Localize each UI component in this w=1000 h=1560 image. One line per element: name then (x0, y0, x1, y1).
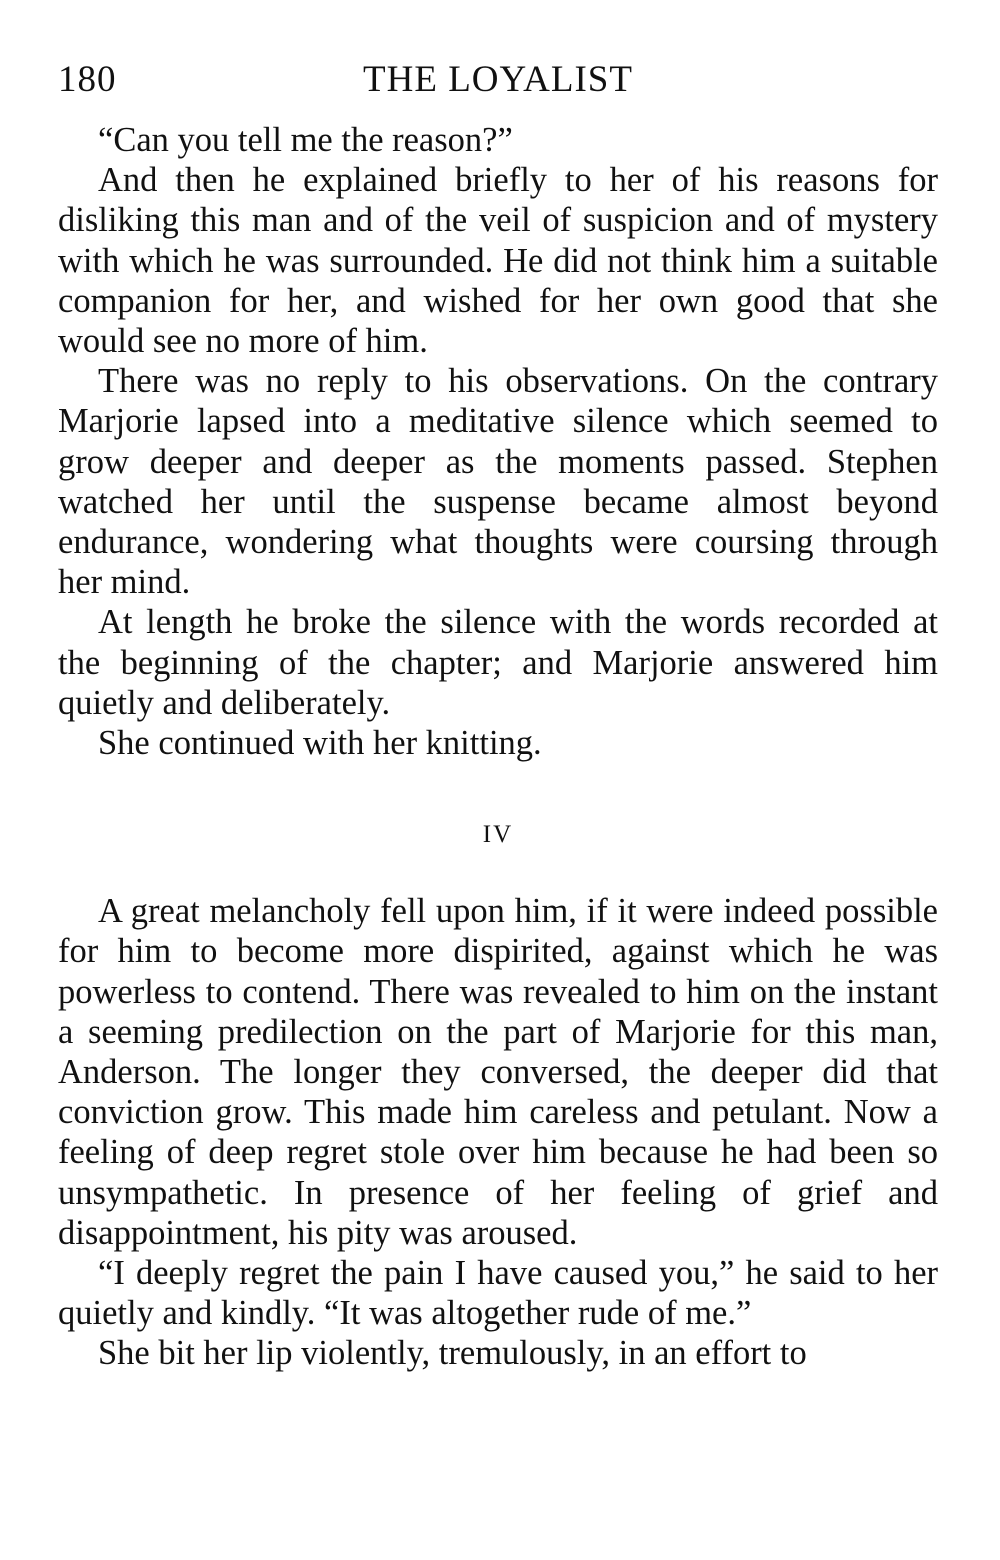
paragraph: And then he explained briefly to her of his reasons for disliking this man and of the veil of suspicion and of mystery with which he was surrounded. He did not think him a suitable companion for her, and wished for her own good that she would see no more of him. (58, 161, 938, 361)
paragraph: She continued with her knitting. (98, 724, 542, 763)
body-text (58, 120, 938, 1374)
book-title: THE LOYALIST (363, 59, 633, 100)
book-page (58, 52, 938, 1374)
paragraph: There was no reply to his observations. On the contrary Marjorie lapsed into a meditative silence which seemed to grow deeper and deeper as the moments passed. Stephen watched her until the suspense became almost beyond endurance, wondering what thoughts were coursing through her mind. (58, 362, 938, 602)
paragraph: At length he broke the silence with the words recorded at the beginning of the chapter; and Marjorie answered him quietly and deliberately. (58, 603, 938, 722)
section-marker: IV (482, 821, 514, 849)
paragraph: “Can you tell me the reason?” (98, 121, 513, 159)
page-number: 180 (58, 59, 117, 100)
paragraph: “I deeply regret the pain I have caused you,” he said to her quietly and kindly. “It was altogether rude of me.” (58, 1254, 938, 1333)
paragraph: She bit her lip violently, tremulously, in an effort to (98, 1334, 807, 1373)
paragraph: A great melancholy fell upon him, if it were indeed possible for him to become more dispirited, against which he was powerless to contend. There was revealed to him on the instant a seeming predilection on the part of Marjorie for this man, Anderson. The longer they conversed, the deeper did that conviction grow. This made him careless and petulant. Now a feeling of deep regret stole over him because he had been so unsympathetic. In presence of her feeling of grief and disappointment, his pity was aroused. (58, 892, 938, 1252)
running-head (58, 52, 938, 108)
